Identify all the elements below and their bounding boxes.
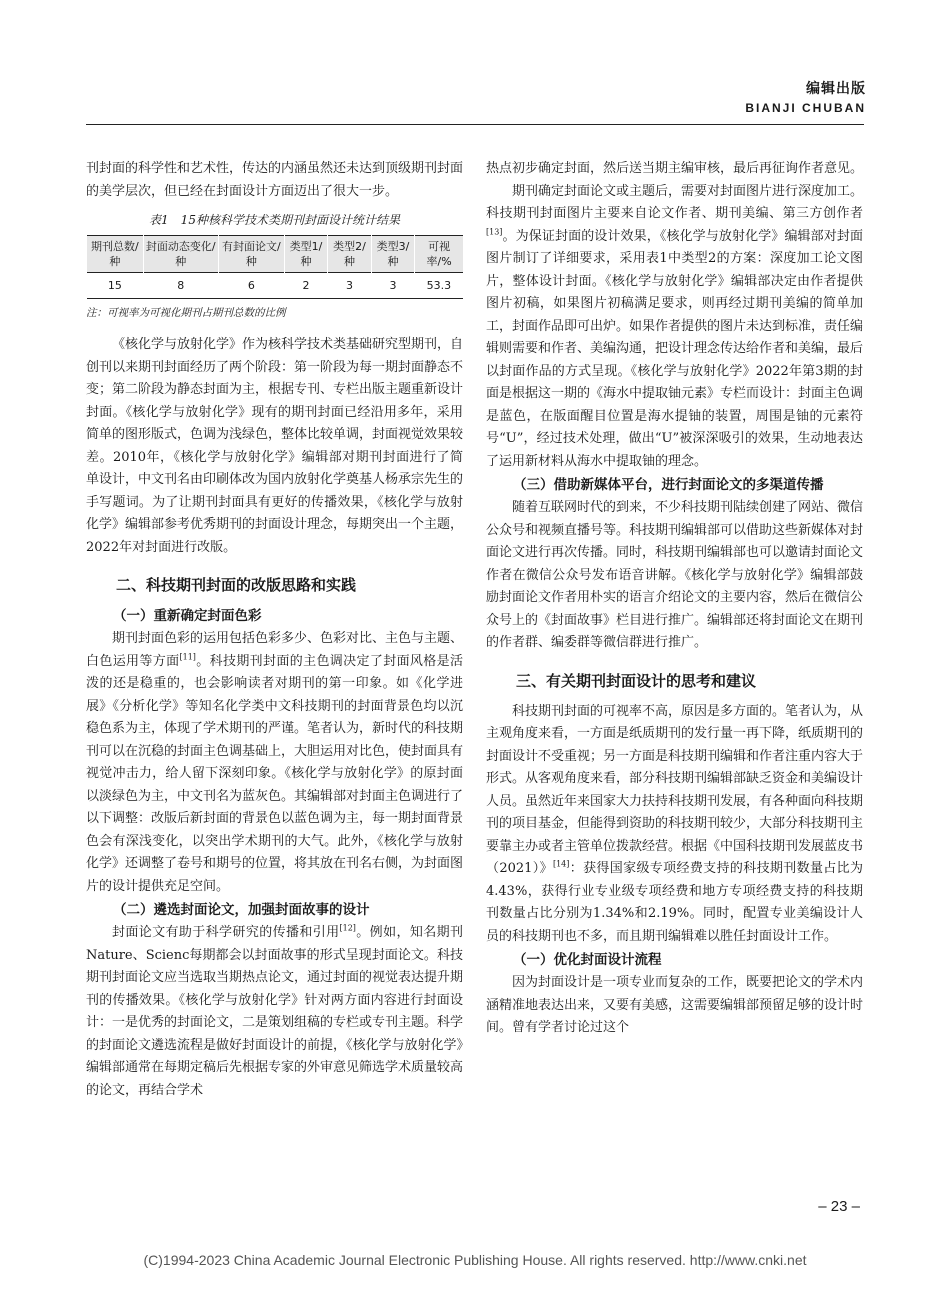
table-header-cell: 类型2/种 bbox=[328, 235, 371, 272]
paragraph: 热点初步确定封面，然后送当期主编审核，最后再征询作者意见。 bbox=[486, 161, 864, 176]
table-cell: 15 bbox=[107, 278, 122, 292]
section-heading: 三、有关期刊封面设计的思考和建议 bbox=[516, 671, 757, 690]
table-cell: 8 bbox=[177, 278, 185, 292]
paragraph bbox=[86, 628, 463, 898]
subsection-heading: （一）重新确定封面色彩 bbox=[113, 608, 262, 624]
table-header-cell: 可视率/% bbox=[415, 235, 463, 272]
subsection-heading: （三）借助新媒体平台，进行封面论文的多渠道传播 bbox=[513, 477, 824, 493]
paragraph: 因为封面设计是一项专业而复杂的工作，既要把论文的学术内涵精准地表达出来，又要有美感，这需要编辑部预留足够的设计时间。曾有学者讨论过这个 bbox=[486, 975, 864, 1035]
section-heading: 二、科技期刊封面的改版思路和实践 bbox=[116, 576, 357, 594]
statistics-table bbox=[86, 235, 463, 299]
table-title: 表1 15种核科学技术类期刊封面设计统计结果 bbox=[149, 213, 400, 227]
page-number: – 23 – bbox=[818, 1198, 860, 1215]
left-column bbox=[86, 158, 463, 1102]
table-header-cell: 有封面论文/种 bbox=[218, 235, 284, 272]
text-run: 期刊确定封面论文或主题后，需要对封面图片进行深度加工。科技期刊封面图片主要来自论文作者、期刊美编、第三方创作者 bbox=[486, 183, 864, 221]
paragraph: 刊封面的科学性和艺术性，传达的内涵虽然还未达到顶级期刊封面的美学层次，但已经在封面设计方面迈出了很大一步。 bbox=[86, 161, 464, 199]
table-cell: 3 bbox=[346, 278, 354, 292]
running-header bbox=[745, 78, 866, 115]
table-header-cell: 期刊总数/种 bbox=[87, 235, 144, 272]
header-title-cn: 编辑出版 bbox=[806, 81, 866, 97]
copyright-footer: (C)1994-2023 China Academic Journal Electronic Publishing House. All rights reserved. http://www.cnki.net bbox=[143, 1252, 807, 1268]
table-row bbox=[87, 272, 464, 298]
header-title-en: BIANJI CHUBAN bbox=[745, 101, 866, 115]
paragraph bbox=[486, 181, 863, 474]
table-header-cell: 类型1/种 bbox=[284, 235, 327, 272]
right-column bbox=[486, 158, 863, 1040]
table-cell: 3 bbox=[389, 278, 397, 292]
citation-ref[interactable]: [11] bbox=[179, 652, 196, 662]
paragraph: 随着互联网时代的到来，不少科技期刊陆续创建了网站、微信公众号和视频直播号等。科技期刊编辑部可以借助这些新媒体对封面论文进行再次传播。同时，科技期刊编辑部也可以邀请封面论文作者在微信公众号发布语音讲解。《核化学与放射化学》编辑部鼓励封面论文作者用朴实的语言介绍论文的主要内容，然后在微信公众号上的《封面故事》栏目进行推广。编辑部还将封面论文在期刊的作者群、编委群等微信群进行推广。 bbox=[486, 500, 864, 650]
subsection-heading: （二）遴选封面论文，加强封面故事的设计 bbox=[113, 902, 370, 918]
paragraph bbox=[86, 922, 463, 1102]
text-run: 。例如，知名期刊Nature、Scienc每期都会以封面故事的形式呈现封面论文。科技期刊封面论文应当选取当期热点论文，通过封面的视觉表达提升期刊的传播效果。《核化学与放射化学》针对两方面内容进行封面设计：一是优秀的封面论文，二是策划组稿的专栏或专刊主题。科学的封面论文遴选流程是做好封面设计的前提，《核化学与放射化学》编辑部通常在每期定稿后先根据专家的外审意见筛选学术质量较高的论文，再结合学术 bbox=[86, 925, 464, 1098]
text-run: ：获得国家级专项经费支持的科技期刊数量占比为4.43%，获得行业专业级专项经费和地方专项经费支持的科技期刊数量占比分别为1.34%和2.19%。同时，配置专业美编设计人员的科技期刊也不多，而且期刊编辑难以胜任封面设计工作。 bbox=[486, 861, 863, 944]
paragraph: 《核化学与放射化学》作为核科学技术类基础研究型期刊，自创刊以来期刊封面经历了两个阶段：第一阶段为每一期封面静态不变；第二阶段为静态封面为主，根据专刊、专栏出版主题重新设计封面。《核化学与放射化学》现有的期刊封面已经沿用多年，采用简单的图形版式，色调为浅绿色，整体比较单调，封面视觉效果较差。2010年，《核化学与放射化学》编辑部对期刊封面进行了简单设计，中文刊名由印刷体改为国内放射化学奠基人杨承宗先生的手写题词。为了让期刊封面具有更好的传播效果，《核化学与放射化学》编辑部参考优秀期刊的封面设计理念，每期突出一个主题，2022年对封面进行改版。 bbox=[86, 337, 464, 555]
header-rule bbox=[86, 124, 864, 125]
citation-ref[interactable]: [13] bbox=[486, 227, 503, 237]
citation-ref[interactable]: [12] bbox=[339, 923, 356, 933]
citation-ref[interactable]: [14] bbox=[552, 859, 570, 869]
table-header-cell: 类型3/种 bbox=[371, 235, 414, 272]
table-cell: 2 bbox=[302, 278, 310, 292]
table-cell: 53.3 bbox=[426, 278, 452, 292]
table-note: 注：可视率为可视化期刊占期刊总数的比例 bbox=[86, 306, 286, 319]
text-run: 期刊封面色彩的运用包括色彩多少、色彩对比、主色与主题、白色运用等方面 bbox=[86, 631, 464, 669]
text-run: 。科技期刊封面的主色调决定了封面风格是活泼的还是稳重的，也会影响读者对期刊的第一印象。如《化学进展》《分析化学》等知名化学类中文科技期刊的封面背景色均以沉稳色系为主，体现了学术期刊的严谨。笔者认为，新时代的科技期刊可以在沉稳的封面主色调基础上，大胆运用对比色，使封面具有视觉冲击力，给人留下深刻印象。《核化学与放射化学》的原封面以淡绿色为主，中文刊名为蓝灰色。其编辑部对封面主色调进行了以下调整：改版后新封面的背景色以蓝色调为主，每一期封面背景色会有深浅变化，以突出学术期刊的大气。此外，《核化学与放射化学》还调整了卷号和期号的位置，将其放在刊名右侧，为封面图片的设计提供充足空间。 bbox=[86, 653, 464, 894]
table-header-row bbox=[87, 235, 464, 272]
table-cell: 6 bbox=[247, 278, 255, 292]
text-run: 封面论文有助于科学研究的传播和引用 bbox=[112, 925, 340, 940]
text-run: 科技期刊封面的可视率不高，原因是多方面的。笔者认为，从主观角度来看，一方面是纸质期刊的发行量一再下降，纸质期刊的封面设计不受重视；另一方面是科技期刊编辑和作者注重内容大于形式。从客观角度来看，部分科技期刊编辑部缺乏资金和美编设计人员。虽然近年来国家大力扶持科技期刊发展，有各种面向科技期刊的项目基金，但能得到资助的科技期刊较少，大部分科技期刊主要靠主办或者主管单位拨款经营。根据《中国科技期刊发展蓝皮书（2021）》 bbox=[486, 703, 864, 876]
table-header-cell: 封面动态变化/种 bbox=[143, 235, 218, 272]
paragraph bbox=[486, 701, 863, 949]
subsection-heading: （一）优化封面设计流程 bbox=[513, 952, 662, 968]
text-run: 。为保证封面的设计效果，《核化学与放射化学》编辑部对封面图片制订了详细要求，采用表1中类型2的方案：深度加工论文图片，整体设计封面。《核化学与放射化学》编辑部决定由作者提供图片初稿，如果图片初稿满足要求，则再经过期刊美编的简单加工，封面作品即可出炉。如果作者提供的图片未达到标准，责任编辑则需要和作者、美编沟通，把设计理念传达给作者和美编，最后以封面作品的方式呈现。《核化学与放射化学》2022年第3期的封面是根据这一期的《海水中提取铀元素》专栏而设计：封面主色调是蓝色，在版面醒目位置是海水提铀的装置，周围是铀的元素符号“U”，经过技术处理，做出“U”被深深吸引的效果，生动地表达了运用新材料从海水中提取铀的理念。 bbox=[486, 228, 864, 469]
